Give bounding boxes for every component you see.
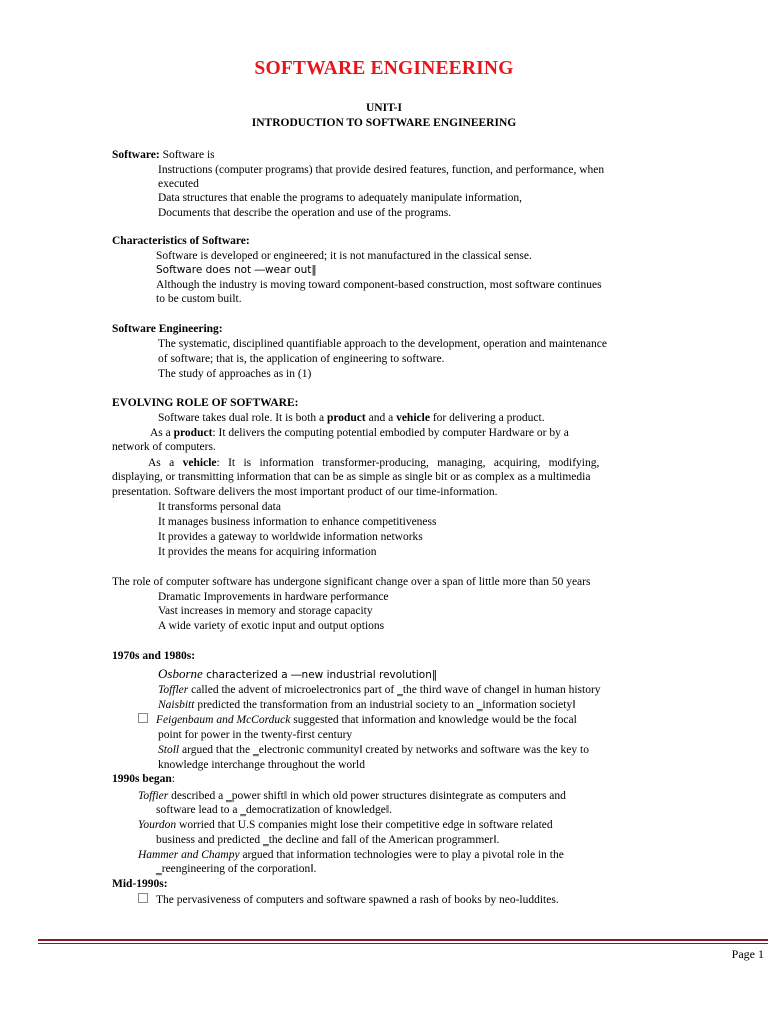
list-item: It provides the means for acquiring information (158, 546, 377, 558)
list-item (138, 713, 577, 727)
author-name: Naisbitt (158, 699, 195, 711)
text-run: Software takes dual role. It is both a (158, 412, 327, 424)
text-run: argued that information technologies were to play a pivotal role in the (239, 849, 564, 861)
text-run: suggested that information and knowledge would be the focal (290, 714, 577, 726)
text-run: and a (365, 412, 397, 424)
paragraph-line (150, 426, 569, 440)
list-item (138, 818, 553, 832)
text-run: called the advent of microelectronics part of ‗the third wave of change‖ in human history (188, 684, 601, 696)
paragraph-line: The role of computer software has undergone significant change over a span of little more than 50 years (112, 576, 591, 588)
software-definition (112, 148, 215, 162)
list-item: to be custom built. (156, 293, 242, 305)
text-run: for delivering a product. (429, 412, 545, 424)
list-item: Data structures that enable the programs to adequately manipulate information, (158, 192, 523, 204)
author-name: Osborne (158, 666, 203, 681)
list-item: A wide variety of exotic input and output options (158, 620, 385, 632)
list-item: Software is developed or engineered; it is not manufactured in the classical sense. (156, 250, 532, 262)
list-item (158, 667, 437, 682)
list-item: Software does not ―wear out‖ (156, 264, 317, 276)
author-name: Toffler (158, 684, 189, 696)
section-heading: Characteristics of Software: (112, 235, 250, 247)
list-item: Vast increases in memory and storage capacity (158, 605, 373, 617)
text-run: vehicle (396, 412, 430, 424)
author-name: Hammer and Champy (138, 849, 240, 861)
software-intro: Software is (159, 149, 215, 161)
list-item: Dramatic Improvements in hardware performance (158, 591, 389, 603)
section-heading: 1970s and 1980s: (112, 650, 196, 662)
list-item (138, 893, 559, 907)
page-number: Page 1 (731, 947, 764, 961)
author-name: Toffier (138, 790, 169, 802)
text-run: product (326, 412, 366, 424)
text-run: product (173, 427, 213, 439)
text-run: : It delivers the computing potential embodied by computer Hardware or by a (212, 427, 569, 439)
list-item: It manages business information to enhance competitiveness (158, 516, 437, 528)
text-run: 1990s began (112, 773, 172, 785)
text-run: : It is information transformer-producing, managing, acquiring, modifying, (216, 457, 600, 469)
text-run: : (171, 773, 175, 785)
software-label: Software: (112, 149, 160, 161)
list-item: It transforms personal data (158, 501, 281, 513)
paragraph-line: displaying, or transmitting information that can be as simple as single bit or as complex as a multimedia (112, 471, 591, 483)
text-run: described a ‗power shift‖ in which old power structures disintegrate as computers and (168, 790, 566, 802)
text-run: As a (148, 457, 183, 469)
bullet-box-icon (138, 893, 148, 903)
author-name: Yourdon (138, 819, 177, 831)
text-run: vehicle (182, 457, 217, 469)
list-item: The study of approaches as in (1) (158, 368, 312, 380)
document-title: SOFTWARE ENGINEERING (254, 58, 514, 79)
section-heading: EVOLVING ROLE OF SOFTWARE: (112, 397, 299, 409)
text-run: worried that U.S companies might lose their competitive edge in software related (176, 819, 553, 831)
text-run: The pervasiveness of computers and software spawned a rash of books by neo-luddites. (156, 894, 559, 906)
paragraph-line (148, 456, 599, 470)
text-run: As a (150, 427, 174, 439)
list-item: Documents that describe the operation and use of the programs. (158, 207, 452, 219)
list-item: Although the industry is moving toward component-based construction, most software continues (156, 279, 602, 291)
footer-rule (38, 939, 768, 941)
unit-label: UNIT-I (365, 102, 402, 114)
section-heading: Software Engineering: (112, 323, 223, 335)
list-item: executed (158, 178, 199, 190)
paragraph-line: network of computers. (112, 441, 216, 453)
list-item: The systematic, disciplined quantifiable approach to the development, operation and maintenance (158, 338, 607, 350)
text-run: characterized a ―new industrial revolution‖ (202, 669, 438, 681)
paragraph-line (158, 411, 545, 425)
paragraph-line: presentation. Software delivers the most important product of our time-information. (112, 486, 498, 498)
list-item (158, 683, 601, 697)
section-heading (112, 772, 175, 786)
text-run: predicted the transformation from an industrial society to an ‗information society‖ (194, 699, 576, 711)
list-item: Instructions (computer programs) that provide desired features, function, and performance, when (158, 164, 605, 176)
list-item (138, 848, 564, 862)
list-item: ‗reengineering of the corporation‖. (156, 863, 317, 875)
bullet-box-icon (138, 713, 148, 723)
text-run: argued that the ‗electronic community‖ created by networks and software was the key to (179, 744, 589, 756)
list-item: business and predicted ‗the decline and fall of the American programmer‖. (156, 834, 500, 846)
author-name: Feigenbaum and McCorduck (156, 714, 291, 726)
footer-rule (38, 943, 768, 944)
list-item: point for power in the twenty-first century (158, 729, 353, 741)
list-item (138, 789, 566, 803)
list-item: of software; that is, the application of engineering to software. (158, 353, 445, 365)
list-item (158, 743, 589, 757)
list-item: software lead to a ‗democratization of knowledge‖. (156, 804, 393, 816)
list-item: It provides a gateway to worldwide information networks (158, 531, 423, 543)
section-heading: Mid-1990s: (112, 878, 168, 890)
list-item: knowledge interchange throughout the world (158, 759, 365, 771)
list-item (158, 698, 575, 712)
author-name: Stoll (158, 744, 180, 756)
unit-title: INTRODUCTION TO SOFTWARE ENGINEERING (251, 117, 517, 129)
